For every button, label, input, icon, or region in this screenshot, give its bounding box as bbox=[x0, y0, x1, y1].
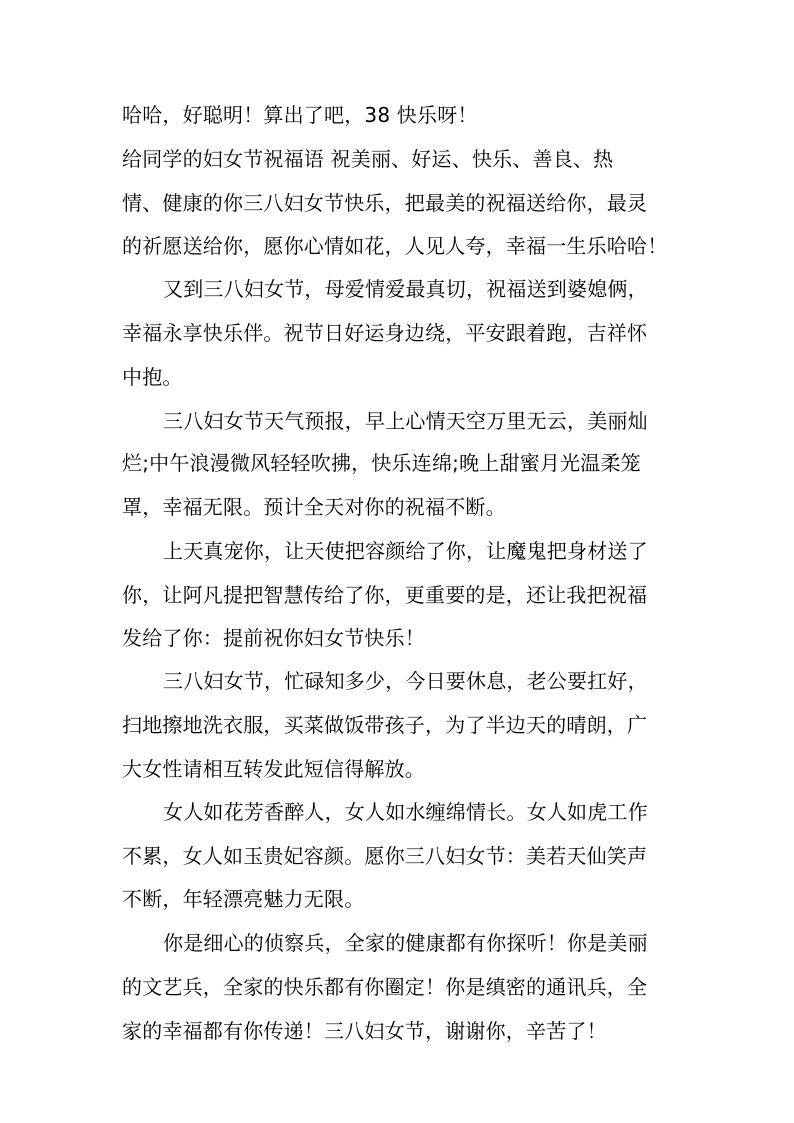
paragraph-first-line: 上天真宠你，让天使把容颜给了你，让魔鬼把身材送了 bbox=[163, 539, 648, 563]
paragraph-first-line: 你是细心的侦察兵，全家的健康都有你探听！你是美丽 bbox=[163, 931, 648, 955]
text-line: 不累，女人如玉贵妃容颜。愿你三八妇女节：美若天仙笑声 bbox=[122, 844, 648, 868]
text-line: 的文艺兵，全家的快乐都有你圈定！你是缜密的通讯兵，全 bbox=[122, 975, 648, 999]
paragraph-first-line: 三八妇女节，忙碌知多少，今日要休息，老公要扛好， bbox=[163, 669, 648, 693]
text-line: 扫地擦地洗衣服，买菜做饭带孩子，为了半边天的晴朗，广 bbox=[122, 713, 648, 737]
text-line: 不断，年轻漂亮魅力无限。 bbox=[122, 887, 365, 911]
paragraph-first-line: 又到三八妇女节，母爱情爱最真切，祝福送到婆媳俩， bbox=[163, 277, 648, 301]
paragraph-first-line: 女人如花芳香醉人，女人如水缠绵情长。女人如虎工作 bbox=[163, 800, 648, 824]
text-line: 发给了你：提前祝你妇女节快乐！ bbox=[122, 626, 425, 650]
text-line: 幸福永享快乐伴。祝节日好运身边绕，平安跟着跑，吉祥怀 bbox=[122, 321, 648, 345]
text-line: 家的幸福都有你传递！三八妇女节，谢谢你，辛苦了！ bbox=[122, 1019, 607, 1043]
text-line: 罩，幸福无限。预计全天对你的祝福不断。 bbox=[122, 495, 506, 519]
text-line: 的祈愿送给你，愿你心情如花，人见人夸，幸福一生乐哈哈！ bbox=[122, 234, 668, 258]
text-line: 哈哈，好聪明！算出了吧，38 快乐呀！ bbox=[122, 103, 478, 127]
text-line: 中抱。 bbox=[122, 365, 183, 389]
text-line: 情、健康的你三八妇女节快乐，把最美的祝福送给你，最灵 bbox=[122, 191, 648, 215]
text-line: 你，让阿凡提把智慧传给了你，更重要的是，还让我把祝福 bbox=[122, 583, 648, 607]
text-line: 给同学的妇女节祝福语 祝美丽、好运、快乐、善良、热 bbox=[122, 147, 614, 171]
paragraph-first-line: 三八妇女节天气预报，早上心情天空万里无云，美丽灿 bbox=[163, 409, 648, 433]
text-line: 烂;中午浪漫微风轻轻吹拂，快乐连绵;晚上甜蜜月光温柔笼 bbox=[122, 451, 641, 475]
text-line: 大女性请相互转发此短信得解放。 bbox=[122, 757, 425, 781]
